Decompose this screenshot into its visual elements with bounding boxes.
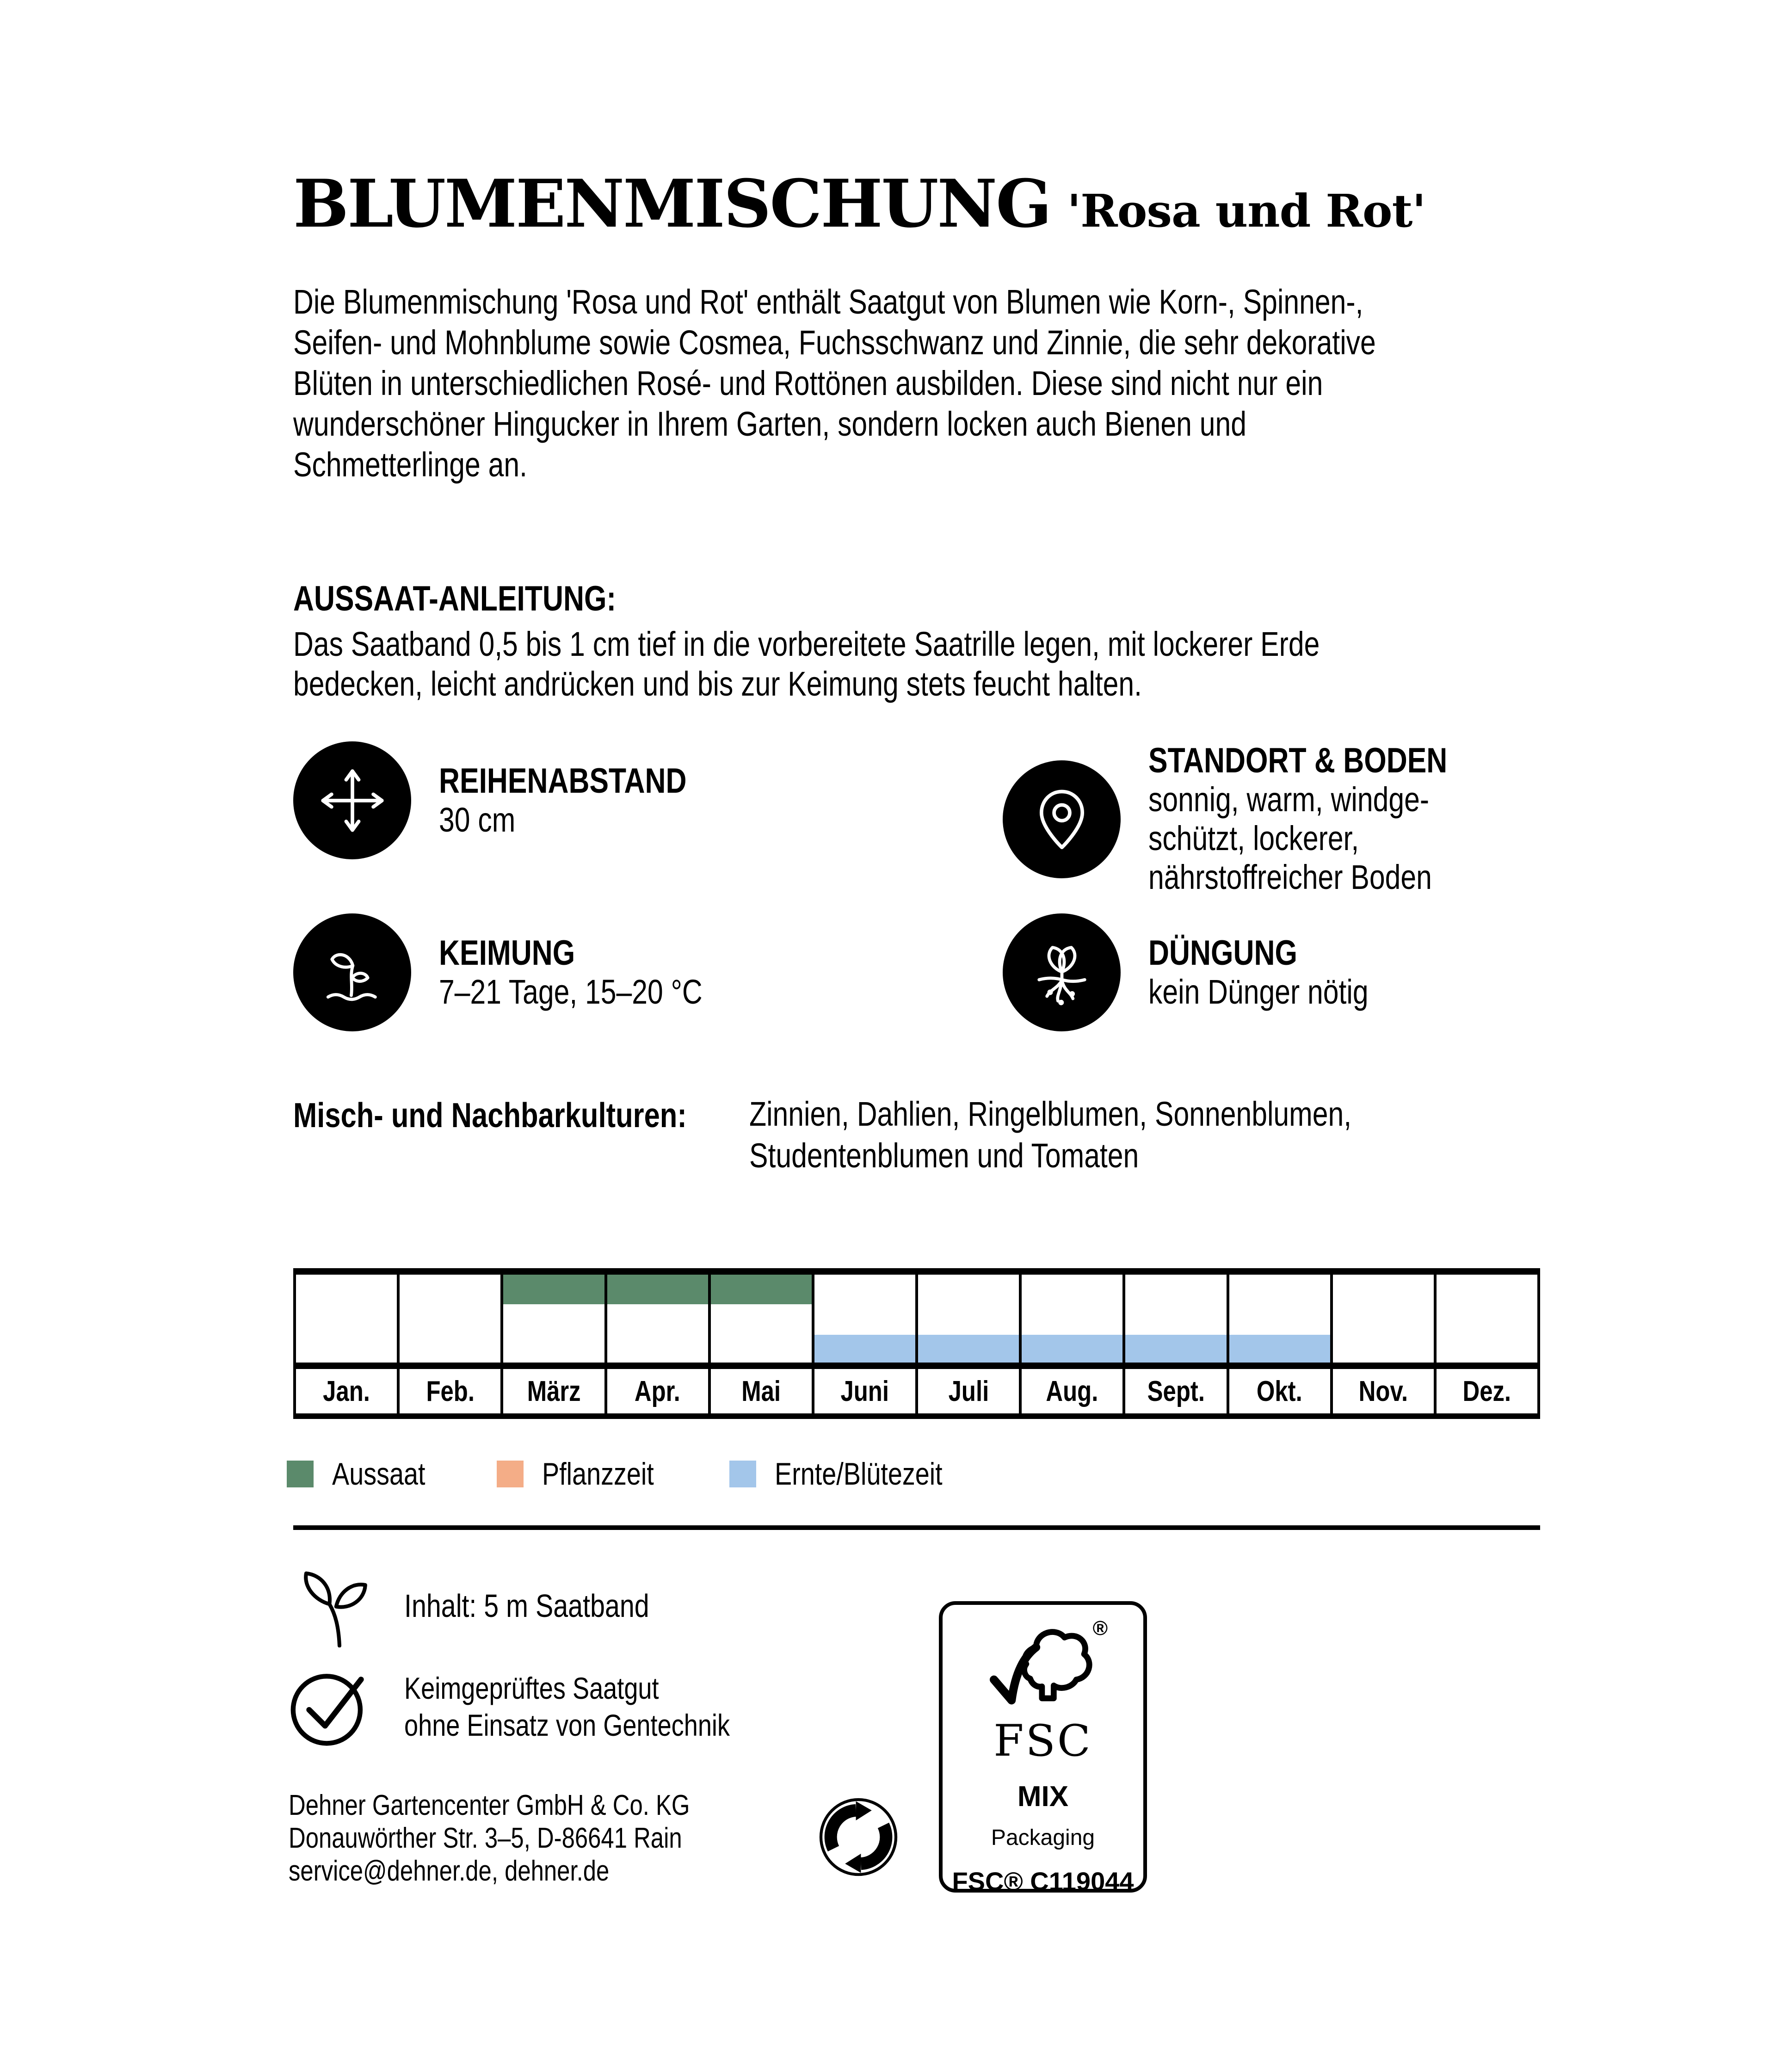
calendar-cell <box>1019 1275 1122 1413</box>
month-label: Okt. <box>1257 1375 1303 1407</box>
legend-swatch <box>287 1461 314 1487</box>
fsc-brand: FSC <box>993 1716 1092 1766</box>
month-label: Sept. <box>1147 1375 1205 1407</box>
calendar-cell <box>1122 1275 1226 1413</box>
calendar-cell <box>1330 1275 1434 1413</box>
intro-line: Schmetterlinge an. <box>293 445 527 484</box>
fsc-label <box>939 1601 1147 1896</box>
location-pin-icon <box>1003 760 1121 878</box>
fsc-license: FSC® C119044 <box>952 1867 1134 1896</box>
page-title <box>293 166 1426 242</box>
fsc-grade: MIX <box>1017 1781 1069 1813</box>
calendar-cell <box>604 1275 708 1413</box>
info-item-reihenabstand <box>293 741 741 859</box>
legend-label: Ernte/Blütezeit <box>774 1456 943 1492</box>
month-label: Juli <box>948 1375 989 1407</box>
month-label: Dez. <box>1462 1375 1511 1407</box>
month-label: Feb. <box>426 1375 475 1407</box>
legend-item <box>497 1456 678 1492</box>
month-label: März <box>527 1375 581 1407</box>
calendar-band <box>607 1275 708 1304</box>
company-line: service@dehner.de, dehner.de <box>289 1855 610 1887</box>
quality-line: ohne Einsatz von Gentechnik <box>404 1708 730 1742</box>
month-label: Aug. <box>1046 1375 1098 1407</box>
calendar-cell <box>708 1275 812 1413</box>
contents-text: Inhalt: 5 m Saatband <box>404 1588 649 1624</box>
info-item-standort <box>1003 741 1513 897</box>
info-value: 30 cm <box>439 800 516 839</box>
calendar-band <box>1022 1335 1122 1363</box>
intro-paragraph <box>293 282 1614 485</box>
calendar-band <box>503 1275 604 1304</box>
quality-line: Keimgeprüftes Saatgut <box>404 1671 659 1705</box>
intro-line: Seifen- und Mohnblume sowie Cosmea, Fuchsschwanz und Zinnie, die sehr dekorative <box>293 323 1376 362</box>
month-label: Juni <box>840 1375 889 1407</box>
companions-label-wrap <box>293 1095 773 1135</box>
calendar-cell <box>397 1275 500 1413</box>
companions-line: Studentenblumen und Tomaten <box>749 1136 1139 1175</box>
company-line: Dehner Gartencenter GmbH & Co. KG <box>289 1789 690 1821</box>
intro-line: Die Blumenmischung 'Rosa und Rot' enthält Saatgut von Blumen wie Korn-, Spinnen-, <box>293 283 1363 321</box>
calendar-cell <box>296 1275 397 1413</box>
info-heading: KEIMUNG <box>439 933 575 973</box>
calendar-band <box>1229 1335 1330 1363</box>
legend-swatch <box>729 1461 756 1487</box>
company-line: Donauwörther Str. 3–5, D-86641 Rain <box>289 1822 682 1854</box>
roots-plant-icon <box>1003 913 1121 1031</box>
leaf-icon <box>287 1564 384 1647</box>
check-circle-icon <box>287 1663 375 1751</box>
sowing-heading: AUSSAAT-ANLEITUNG: <box>293 579 617 618</box>
calendar-cell <box>915 1275 1019 1413</box>
companions-label: Misch- und Nachbarkulturen: <box>293 1096 687 1135</box>
info-value: nährstoffreicher Boden <box>1148 858 1432 896</box>
legend-item <box>729 1456 979 1492</box>
calendar-cell <box>1434 1275 1537 1413</box>
calendar-band <box>711 1275 812 1304</box>
quality-item <box>287 1663 802 1751</box>
registered-mark: ® <box>1092 1617 1108 1640</box>
product-name: BLUMENMISCHUNG <box>293 166 1051 242</box>
sowing-line: bedecken, leicht andrücken und bis zur Keimung stets feucht halten. <box>293 665 1142 703</box>
calendar-cell <box>1227 1275 1330 1413</box>
company-address <box>289 1789 778 1887</box>
calendar-cell <box>812 1275 915 1413</box>
sowing-line: Das Saatband 0,5 bis 1 cm tief in die vorbereitete Saatrille legen, mit lockerer Erde <box>293 625 1320 663</box>
info-heading: STANDORT & BODEN <box>1148 741 1448 780</box>
calendar-band <box>814 1335 915 1363</box>
contents-item <box>287 1564 703 1647</box>
variety-name: 'Rosa und Rot' <box>1067 185 1426 237</box>
info-value: schützt, lockerer, <box>1148 819 1359 857</box>
info-value: 7–21 Tage, 15–20 °C <box>439 972 703 1011</box>
intro-line: Blüten in unterschiedlichen Rosé- und Rottönen ausbilden. Diese sind nicht nur ein <box>293 364 1323 402</box>
month-label: Nov. <box>1358 1375 1408 1407</box>
calendar-legend <box>287 1456 979 1492</box>
intro-line: wunderschöner Hingucker in Ihrem Garten, sondern locken auch Bienen und <box>293 405 1246 443</box>
info-heading: REIHENABSTAND <box>439 761 687 801</box>
companions-line: Zinnien, Dahlien, Ringelblumen, Sonnenblumen, <box>749 1095 1352 1133</box>
divider-rule <box>293 1525 1540 1530</box>
info-item-keimung <box>293 913 760 1031</box>
calendar-table <box>293 1268 1540 1419</box>
calendar-band <box>1125 1335 1226 1363</box>
fsc-tree-icon <box>978 1617 1108 1715</box>
legend-swatch <box>497 1461 524 1487</box>
info-heading: DÜNGUNG <box>1148 933 1297 973</box>
info-value: kein Dünger nötig <box>1148 972 1369 1011</box>
green-dot-recycling-icon <box>817 1795 900 1879</box>
fsc-scope: Packaging <box>991 1825 1095 1850</box>
legend-item <box>287 1456 446 1492</box>
legend-label: Aussaat <box>332 1456 426 1492</box>
month-label: Apr. <box>635 1375 681 1407</box>
calendar-cell <box>500 1275 604 1413</box>
month-label: Mai <box>741 1375 781 1407</box>
info-item-duengung <box>1003 913 1417 1031</box>
companions-value <box>749 1093 1484 1177</box>
legend-label: Pflanzzeit <box>542 1456 654 1492</box>
sowing-instructions <box>293 579 1545 704</box>
info-value: sonnig, warm, windge- <box>1148 780 1430 819</box>
sprout-icon <box>293 913 411 1031</box>
arrows-cross-icon <box>293 741 411 859</box>
month-label: Jan. <box>323 1375 370 1407</box>
calendar-band <box>918 1335 1019 1363</box>
